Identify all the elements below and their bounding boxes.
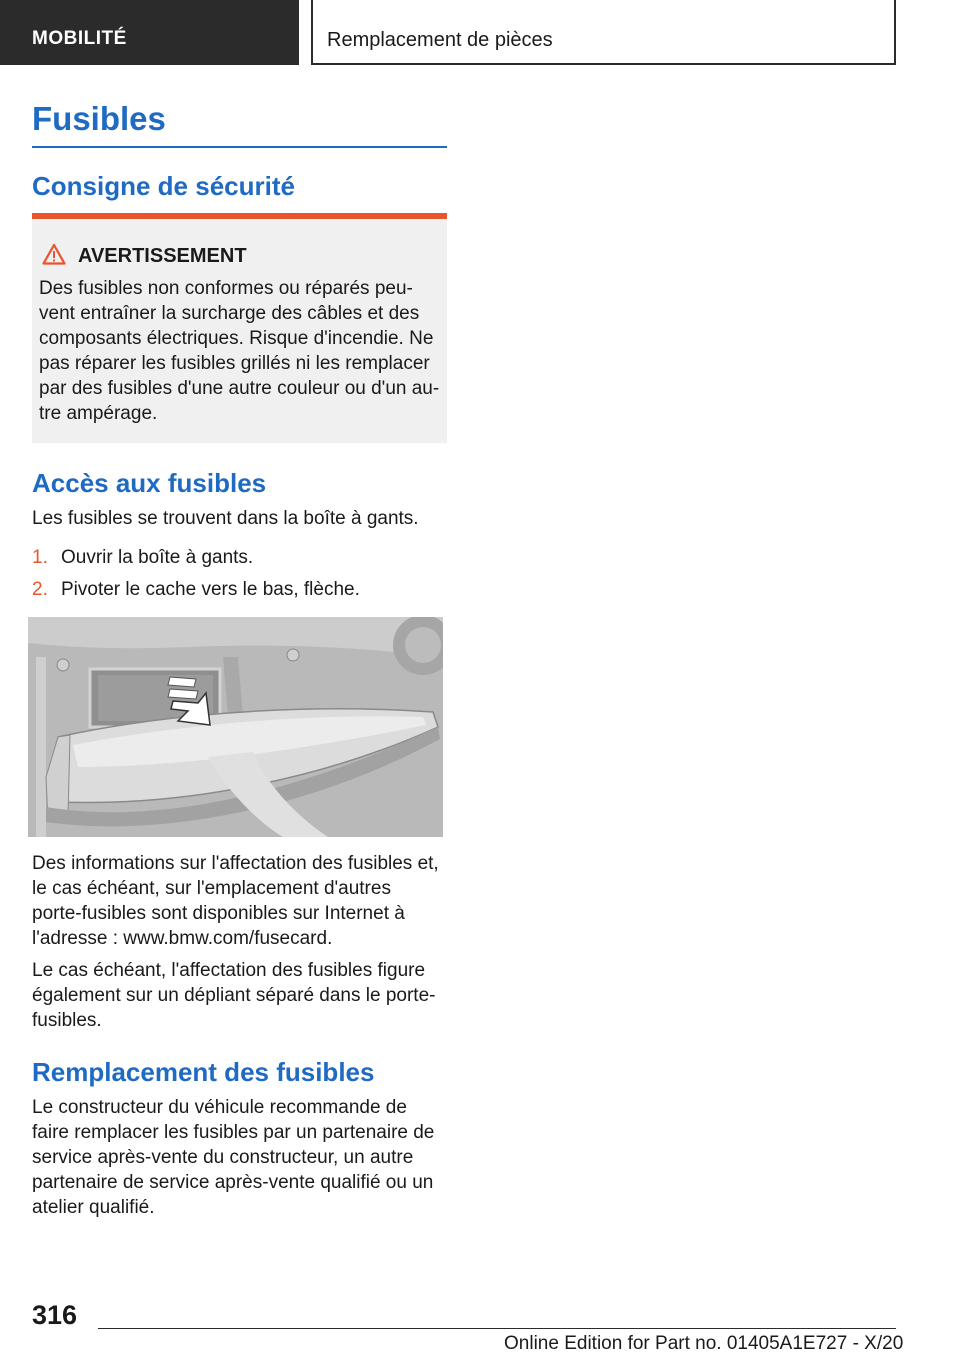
step-number: 1. [32,547,48,568]
footer-rule [98,1328,896,1329]
warning-box [32,213,447,443]
step-text: Pivoter le cache vers le bas, flèche. [61,579,360,600]
step-text: Ouvrir la boîte à gants. [61,547,254,568]
access-heading: Accès aux fusibles [32,468,267,498]
header-chapter-tab: Remplacement de pièces [311,0,896,65]
footer-edition: Online Edition for Part no. 01405A1E727 - X/20 [504,1333,904,1354]
warning-triangle-icon [42,243,66,265]
step-number: 2. [32,579,48,600]
fuse-info-paragraph: Des informations sur l'affectation des fusibles et, le cas échéant, sur l'emplacement d'autres porte-fusibles sont disponibles sur Internet à l'adresse : www.bmw.com/fusecard. [32,853,439,949]
fuse-leaflet-paragraph: Le cas échéant, l'affectation des fusibles figure également sur un dépliant séparé dans le porte- fusibles. [32,960,436,1031]
header-section-tab: MOBILITÉ [0,0,299,65]
page-title: Fusibles [32,100,166,137]
replace-paragraph: Le constructeur du véhicule recommande de faire remplacer les fusibles par un partenaire de service après-vente du constructeur, un autre partenaire de service après-vente qualifié ou un atelier qualifié. [32,1097,435,1218]
glovebox-illustration [28,617,443,837]
replace-heading: Remplacement des fusibles [32,1057,375,1087]
safety-heading: Consigne de sécurité [32,171,295,201]
page-number: 316 [32,1300,78,1330]
warning-text: Des fusibles non conformes ou réparés peu- vent entraîner la surcharge des câbles et des composants électriques. Risque d'incendie. Ne pas réparer les fusibles grillés ni les remplacer par des fusibles d'une autre couleur ou d'un au- tre ampérage. [39,278,440,424]
access-intro: Les fusibles se trouvent dans la boîte à gants. [32,508,419,529]
warning-label: AVERTISSEMENT [78,245,247,267]
warning-title [42,243,247,268]
title-underline [32,146,447,148]
